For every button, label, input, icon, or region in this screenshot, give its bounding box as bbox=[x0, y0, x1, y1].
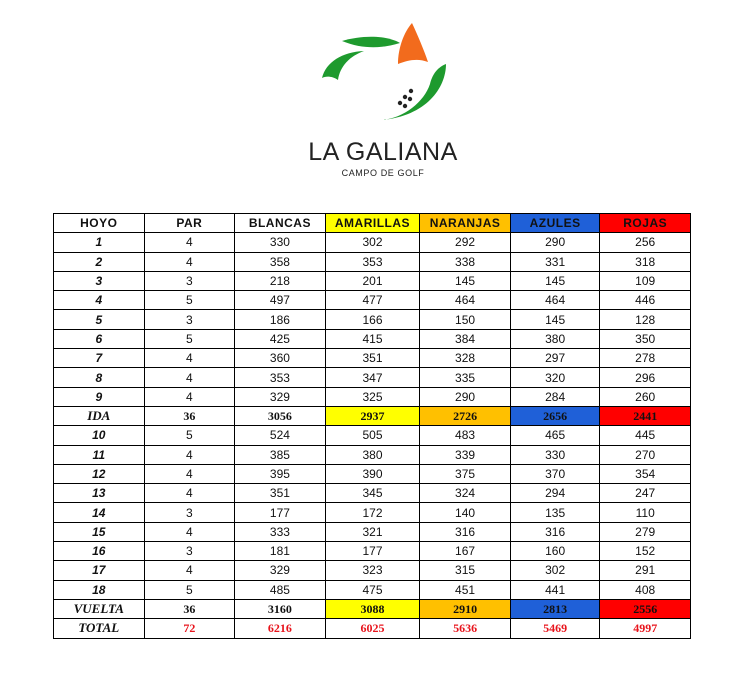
hole-number: 10 bbox=[54, 426, 145, 445]
course-subtitle: CAMPO DE GOLF bbox=[341, 168, 425, 178]
cell-rojas: 270 bbox=[600, 445, 691, 464]
scorecard-body bbox=[54, 233, 691, 638]
hole-number: 2 bbox=[54, 252, 145, 271]
cell-azules: 370 bbox=[510, 464, 600, 483]
table-row bbox=[54, 271, 691, 290]
cell-par: 4 bbox=[144, 387, 235, 406]
ida_total-row bbox=[54, 406, 691, 425]
cell-naranjas: 375 bbox=[420, 464, 511, 483]
cell-rojas: 110 bbox=[600, 503, 691, 522]
cell-amarillas: 353 bbox=[325, 252, 420, 271]
header-row bbox=[54, 214, 691, 233]
cell-rojas: 256 bbox=[600, 233, 691, 252]
cell-rojas: 354 bbox=[600, 464, 691, 483]
hole-number: 4 bbox=[54, 291, 145, 310]
cell-par: 4 bbox=[144, 445, 235, 464]
header-blancas: BLANCAS bbox=[235, 214, 326, 233]
cell-blancas: 177 bbox=[235, 503, 326, 522]
cell-rojas: 109 bbox=[600, 271, 691, 290]
cell-azules: 284 bbox=[510, 387, 600, 406]
table-row bbox=[54, 522, 691, 541]
table-row bbox=[54, 445, 691, 464]
cell-par: 4 bbox=[144, 349, 235, 368]
cell-amarillas: 302 bbox=[325, 233, 420, 252]
cell-blancas: 395 bbox=[235, 464, 326, 483]
cell-azules: 290 bbox=[510, 233, 600, 252]
hole-number: 12 bbox=[54, 464, 145, 483]
hole-number: 6 bbox=[54, 329, 145, 348]
cell-naranjas: 292 bbox=[420, 233, 511, 252]
table-row bbox=[54, 542, 691, 561]
table-row bbox=[54, 561, 691, 580]
table-row bbox=[54, 387, 691, 406]
cell-blancas: 329 bbox=[235, 561, 326, 580]
cell-naranjas: 150 bbox=[420, 310, 511, 329]
total-label: TOTAL bbox=[54, 619, 145, 638]
cell-naranjas: 384 bbox=[420, 329, 511, 348]
cell-blancas: 425 bbox=[235, 329, 326, 348]
cell-par: 3 bbox=[144, 503, 235, 522]
cell-blancas: 333 bbox=[235, 522, 326, 541]
vuelta_total-naranjas: 2910 bbox=[420, 599, 511, 618]
ida_total-par: 36 bbox=[144, 406, 235, 425]
cell-naranjas: 290 bbox=[420, 387, 511, 406]
cell-par: 3 bbox=[144, 271, 235, 290]
cell-naranjas: 140 bbox=[420, 503, 511, 522]
hole-number: 13 bbox=[54, 484, 145, 503]
cell-blancas: 218 bbox=[235, 271, 326, 290]
total-par: 72 bbox=[144, 619, 235, 638]
cell-rojas: 350 bbox=[600, 329, 691, 348]
cell-blancas: 385 bbox=[235, 445, 326, 464]
cell-rojas: 152 bbox=[600, 542, 691, 561]
cell-blancas: 360 bbox=[235, 349, 326, 368]
table-row bbox=[54, 464, 691, 483]
cell-azules: 160 bbox=[510, 542, 600, 561]
cell-naranjas: 464 bbox=[420, 291, 511, 310]
cell-rojas: 260 bbox=[600, 387, 691, 406]
cell-azules: 302 bbox=[510, 561, 600, 580]
cell-par: 4 bbox=[144, 233, 235, 252]
total-amarillas: 6025 bbox=[325, 619, 420, 638]
ida_total-label: IDA bbox=[54, 406, 145, 425]
table-row bbox=[54, 349, 691, 368]
cell-rojas: 279 bbox=[600, 522, 691, 541]
cell-amarillas: 390 bbox=[325, 464, 420, 483]
cell-rojas: 318 bbox=[600, 252, 691, 271]
cell-blancas: 497 bbox=[235, 291, 326, 310]
cell-naranjas: 483 bbox=[420, 426, 511, 445]
golf-ball-leaves-logo-icon bbox=[320, 18, 452, 133]
cell-naranjas: 335 bbox=[420, 368, 511, 387]
ida_total-azules: 2656 bbox=[510, 406, 600, 425]
cell-amarillas: 321 bbox=[325, 522, 420, 541]
cell-amarillas: 177 bbox=[325, 542, 420, 561]
hole-number: 14 bbox=[54, 503, 145, 522]
cell-amarillas: 201 bbox=[325, 271, 420, 290]
cell-azules: 441 bbox=[510, 580, 600, 599]
header-rojas: ROJAS bbox=[600, 214, 691, 233]
table-row bbox=[54, 426, 691, 445]
hole-number: 3 bbox=[54, 271, 145, 290]
total-blancas: 6216 bbox=[235, 619, 326, 638]
hole-number: 9 bbox=[54, 387, 145, 406]
header-naranjas: NARANJAS bbox=[420, 214, 511, 233]
cell-azules: 465 bbox=[510, 426, 600, 445]
header-azules: AZULES bbox=[510, 214, 600, 233]
ida_total-rojas: 2441 bbox=[600, 406, 691, 425]
vuelta_total-par: 36 bbox=[144, 599, 235, 618]
hole-number: 17 bbox=[54, 561, 145, 580]
cell-amarillas: 172 bbox=[325, 503, 420, 522]
cell-amarillas: 415 bbox=[325, 329, 420, 348]
cell-azules: 380 bbox=[510, 329, 600, 348]
cell-amarillas: 380 bbox=[325, 445, 420, 464]
course-logo bbox=[308, 18, 458, 178]
cell-amarillas: 166 bbox=[325, 310, 420, 329]
cell-azules: 145 bbox=[510, 271, 600, 290]
cell-amarillas: 351 bbox=[325, 349, 420, 368]
cell-naranjas: 324 bbox=[420, 484, 511, 503]
cell-amarillas: 475 bbox=[325, 580, 420, 599]
cell-par: 4 bbox=[144, 464, 235, 483]
cell-amarillas: 345 bbox=[325, 484, 420, 503]
cell-par: 4 bbox=[144, 522, 235, 541]
cell-rojas: 408 bbox=[600, 580, 691, 599]
ida_total-blancas: 3056 bbox=[235, 406, 326, 425]
table-row bbox=[54, 503, 691, 522]
cell-azules: 320 bbox=[510, 368, 600, 387]
total-azules: 5469 bbox=[510, 619, 600, 638]
hole-number: 5 bbox=[54, 310, 145, 329]
cell-par: 3 bbox=[144, 310, 235, 329]
cell-naranjas: 339 bbox=[420, 445, 511, 464]
hole-number: 8 bbox=[54, 368, 145, 387]
cell-azules: 331 bbox=[510, 252, 600, 271]
cell-azules: 464 bbox=[510, 291, 600, 310]
cell-amarillas: 347 bbox=[325, 368, 420, 387]
cell-blancas: 485 bbox=[235, 580, 326, 599]
cell-rojas: 128 bbox=[600, 310, 691, 329]
cell-par: 5 bbox=[144, 291, 235, 310]
cell-naranjas: 167 bbox=[420, 542, 511, 561]
table-row bbox=[54, 233, 691, 252]
cell-rojas: 296 bbox=[600, 368, 691, 387]
cell-blancas: 186 bbox=[235, 310, 326, 329]
cell-par: 4 bbox=[144, 252, 235, 271]
cell-rojas: 291 bbox=[600, 561, 691, 580]
cell-blancas: 329 bbox=[235, 387, 326, 406]
total-rojas: 4997 bbox=[600, 619, 691, 638]
hole-number: 7 bbox=[54, 349, 145, 368]
cell-par: 4 bbox=[144, 484, 235, 503]
table-row bbox=[54, 368, 691, 387]
cell-azules: 297 bbox=[510, 349, 600, 368]
table-row bbox=[54, 484, 691, 503]
cell-naranjas: 451 bbox=[420, 580, 511, 599]
cell-par: 3 bbox=[144, 542, 235, 561]
cell-amarillas: 477 bbox=[325, 291, 420, 310]
cell-par: 5 bbox=[144, 580, 235, 599]
cell-blancas: 353 bbox=[235, 368, 326, 387]
ida_total-amarillas: 2937 bbox=[325, 406, 420, 425]
cell-par: 5 bbox=[144, 329, 235, 348]
table-row bbox=[54, 580, 691, 599]
cell-naranjas: 338 bbox=[420, 252, 511, 271]
header-amarillas: AMARILLAS bbox=[325, 214, 420, 233]
total-naranjas: 5636 bbox=[420, 619, 511, 638]
cell-amarillas: 323 bbox=[325, 561, 420, 580]
cell-azules: 294 bbox=[510, 484, 600, 503]
cell-blancas: 351 bbox=[235, 484, 326, 503]
hole-number: 11 bbox=[54, 445, 145, 464]
cell-rojas: 445 bbox=[600, 426, 691, 445]
vuelta_total-amarillas: 3088 bbox=[325, 599, 420, 618]
cell-blancas: 181 bbox=[235, 542, 326, 561]
table-row bbox=[54, 252, 691, 271]
cell-azules: 330 bbox=[510, 445, 600, 464]
vuelta_total-row bbox=[54, 599, 691, 618]
cell-rojas: 247 bbox=[600, 484, 691, 503]
cell-par: 4 bbox=[144, 561, 235, 580]
cell-amarillas: 505 bbox=[325, 426, 420, 445]
cell-rojas: 278 bbox=[600, 349, 691, 368]
hole-number: 18 bbox=[54, 580, 145, 599]
cell-naranjas: 315 bbox=[420, 561, 511, 580]
cell-par: 5 bbox=[144, 426, 235, 445]
cell-blancas: 358 bbox=[235, 252, 326, 271]
cell-rojas: 446 bbox=[600, 291, 691, 310]
header-par: PAR bbox=[144, 214, 235, 233]
table-row bbox=[54, 310, 691, 329]
cell-naranjas: 145 bbox=[420, 271, 511, 290]
header-hoyo: HOYO bbox=[54, 214, 145, 233]
scorecard-table bbox=[53, 213, 691, 639]
vuelta_total-label: VUELTA bbox=[54, 599, 145, 618]
total-row bbox=[54, 619, 691, 638]
cell-naranjas: 316 bbox=[420, 522, 511, 541]
hole-number: 1 bbox=[54, 233, 145, 252]
cell-blancas: 330 bbox=[235, 233, 326, 252]
cell-azules: 135 bbox=[510, 503, 600, 522]
cell-blancas: 524 bbox=[235, 426, 326, 445]
table-row bbox=[54, 329, 691, 348]
vuelta_total-rojas: 2556 bbox=[600, 599, 691, 618]
course-name: LA GALIANA bbox=[308, 138, 458, 166]
vuelta_total-azules: 2813 bbox=[510, 599, 600, 618]
table-row bbox=[54, 291, 691, 310]
cell-azules: 316 bbox=[510, 522, 600, 541]
ida_total-naranjas: 2726 bbox=[420, 406, 511, 425]
cell-amarillas: 325 bbox=[325, 387, 420, 406]
cell-azules: 145 bbox=[510, 310, 600, 329]
hole-number: 16 bbox=[54, 542, 145, 561]
cell-par: 4 bbox=[144, 368, 235, 387]
cell-naranjas: 328 bbox=[420, 349, 511, 368]
vuelta_total-blancas: 3160 bbox=[235, 599, 326, 618]
hole-number: 15 bbox=[54, 522, 145, 541]
